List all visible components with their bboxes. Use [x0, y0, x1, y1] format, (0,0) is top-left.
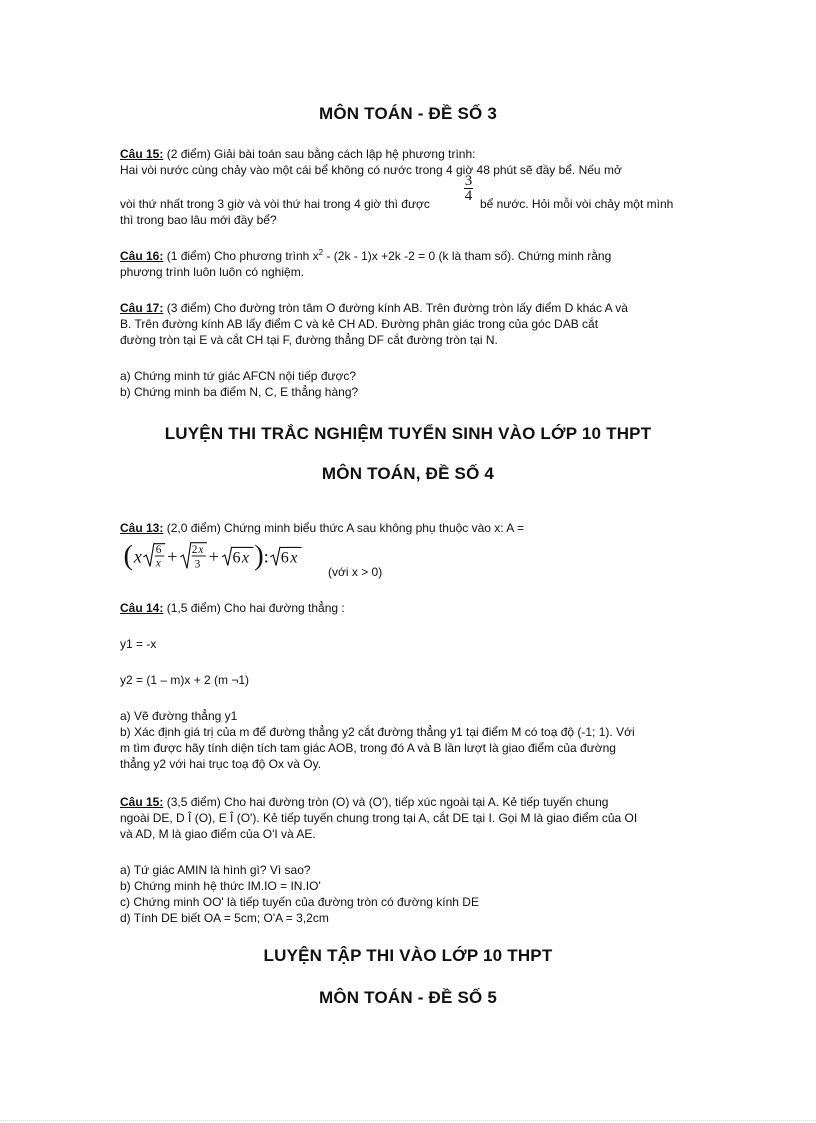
- formula-expression: [118, 538, 328, 574]
- title-de-so-4: MÔN TOÁN, ĐỀ SỐ 4: [321, 464, 495, 483]
- q14-b2: m tìm được hãy tính diện tích tam giác AOB, trong đó A và B lần lượt là giao điểm của đường: [120, 741, 616, 755]
- q14-b3: thẳng y2 với hai trục toạ độ Ox và Oy.: [120, 757, 322, 771]
- q14-y1: y1 = -x: [120, 637, 157, 651]
- svg-text:x: x: [133, 546, 142, 567]
- q16-line1: Câu 16: (1 điểm) Cho phương trình $x^2 - (2k - 1)x +2k$ -2 = 0 (k là tham số). Chứng minh rằng: [120, 248, 612, 263]
- q15b-c: c) Chứng minh OO' là tiếp tuyến của đường tròn có đường kính DE: [120, 895, 479, 909]
- svg-text::: :: [263, 546, 269, 567]
- q15b-d: d) Tính DE biết OA = 5cm; O'A = 3,2cm: [120, 911, 329, 925]
- title-de-so-3: MÔN TOÁN - ĐỀ SỐ 3: [318, 104, 498, 123]
- q14-a: a) Vẽ đường thẳng y1: [120, 709, 238, 723]
- q15-line3b: bể nước. Hỏi mỗi vòi chảy một mình: [480, 197, 674, 211]
- q17-b: b) Chứng minh ba điểm N, C, E thẳng hàng?: [120, 385, 359, 399]
- svg-text:3: 3: [194, 558, 201, 571]
- q15b-line3: và AD, M là giao điểm của O'I và AE.: [120, 827, 316, 841]
- svg-text:6: 6: [232, 549, 241, 567]
- q14-label: Câu 14:: [120, 601, 164, 615]
- q13-label: Câu 13:: [120, 521, 164, 535]
- fraction-three-quarters: [464, 174, 473, 203]
- q17-label: Câu 17:: [120, 301, 164, 315]
- q15b-b: b) Chứng minh hệ thức IM.IO = IN.IO': [120, 879, 321, 893]
- svg-text:x: x: [241, 549, 250, 567]
- svg-text:+: +: [208, 546, 219, 567]
- q13-line1: Câu 13: (2,0 điểm) Chứng minh biểu thức A sau không phụ thuộc vào x: A =: [120, 521, 524, 535]
- q17-line1: Câu 17: (3 điểm) Cho đường tròn tâm O đường kính AB. Trên đường tròn lấy điểm D khác A và: [120, 301, 628, 315]
- q13-condition: (với x > 0): [328, 565, 383, 579]
- q15-label: Câu 15:: [120, 147, 164, 161]
- svg-text:): ): [254, 540, 264, 572]
- q15-line3a: vòi thứ nhất trong 3 giờ và vòi thứ hai trong 4 giờ thì được: [120, 197, 430, 211]
- title-de-so-5: MÔN TOÁN - ĐỀ SỐ 5: [318, 988, 498, 1007]
- fraction-numerator: 3: [464, 173, 473, 189]
- svg-text:+: +: [167, 546, 178, 567]
- q15-line2: Hai vòi nước cùng chảy vào một cái bể không có nước trong 4 giờ 48 phút sẽ đầy bể. Nếu mở: [120, 163, 622, 177]
- q15-line4: thì trong bao lâu mới đầy bể?: [120, 213, 277, 227]
- q15b-line1: Câu 15: (3,5 điểm) Cho hai đường tròn (O) và (O'), tiếp xúc ngoài tại A. Kẻ tiếp tuyến chung: [120, 795, 609, 809]
- q16-label: Câu 16:: [120, 249, 164, 263]
- q16-line2: phương trình luôn luôn có nghiệm.: [120, 265, 305, 279]
- svg-text:x: x: [290, 549, 298, 567]
- q17-line3: đường tròn tại E và cắt CH tại F, đường thẳng DF cắt đường tròn tại N.: [120, 333, 498, 347]
- q15-line1: Câu 15: (2 điểm) Giải bài toán sau bằng cách lập hệ phương trình:: [120, 147, 476, 161]
- heading-tuyen-sinh: LUYỆN THI TRẮC NGHIỆM TUYỂN SINH VÀO LỚP 10 THPT: [164, 424, 652, 443]
- heading-luyen-tap: LUYỆN TẬP THI VÀO LỚP 10 THPT: [263, 946, 553, 965]
- fraction-denominator: 4: [464, 188, 473, 204]
- q17-line2: B. Trên đường kính AB lấy điểm C và kẻ CH AD. Đường phân giác trong của góc DAB cắt: [120, 317, 599, 331]
- page-bottom-rule: [0, 1120, 816, 1121]
- q17-a: a) Chứng minh tứ giác AFCN nội tiếp được?: [120, 369, 357, 383]
- q15b-label: Câu 15:: [120, 795, 164, 809]
- q15b-a: a) Tứ giác AMIN là hình gì? Vì sao?: [120, 863, 311, 877]
- svg-text:6: 6: [155, 544, 162, 557]
- svg-text:2: 2: [191, 544, 198, 557]
- svg-text:x: x: [155, 557, 161, 570]
- svg-text:6: 6: [280, 549, 289, 567]
- q14-y2: y2 = (1 – m)x + 2 (m ¬1): [120, 673, 250, 687]
- q14-line1: Câu 14: (1,5 điểm) Cho hai đường thẳng :: [120, 601, 345, 615]
- q15b-line2: ngoài DE, D Î (O), E Î (O'). Kẻ tiếp tuyến chung trong tại A, cắt DE tại I. Gọi M là giao điểm của OI: [120, 811, 638, 825]
- q14-b1: b) Xác định giá trị của m để đường thẳng y2 cắt đường thẳng y1 tại điểm M có toạ độ (-1; 1). Với: [120, 725, 635, 739]
- svg-text:x: x: [198, 544, 204, 557]
- svg-text:(: (: [123, 540, 133, 572]
